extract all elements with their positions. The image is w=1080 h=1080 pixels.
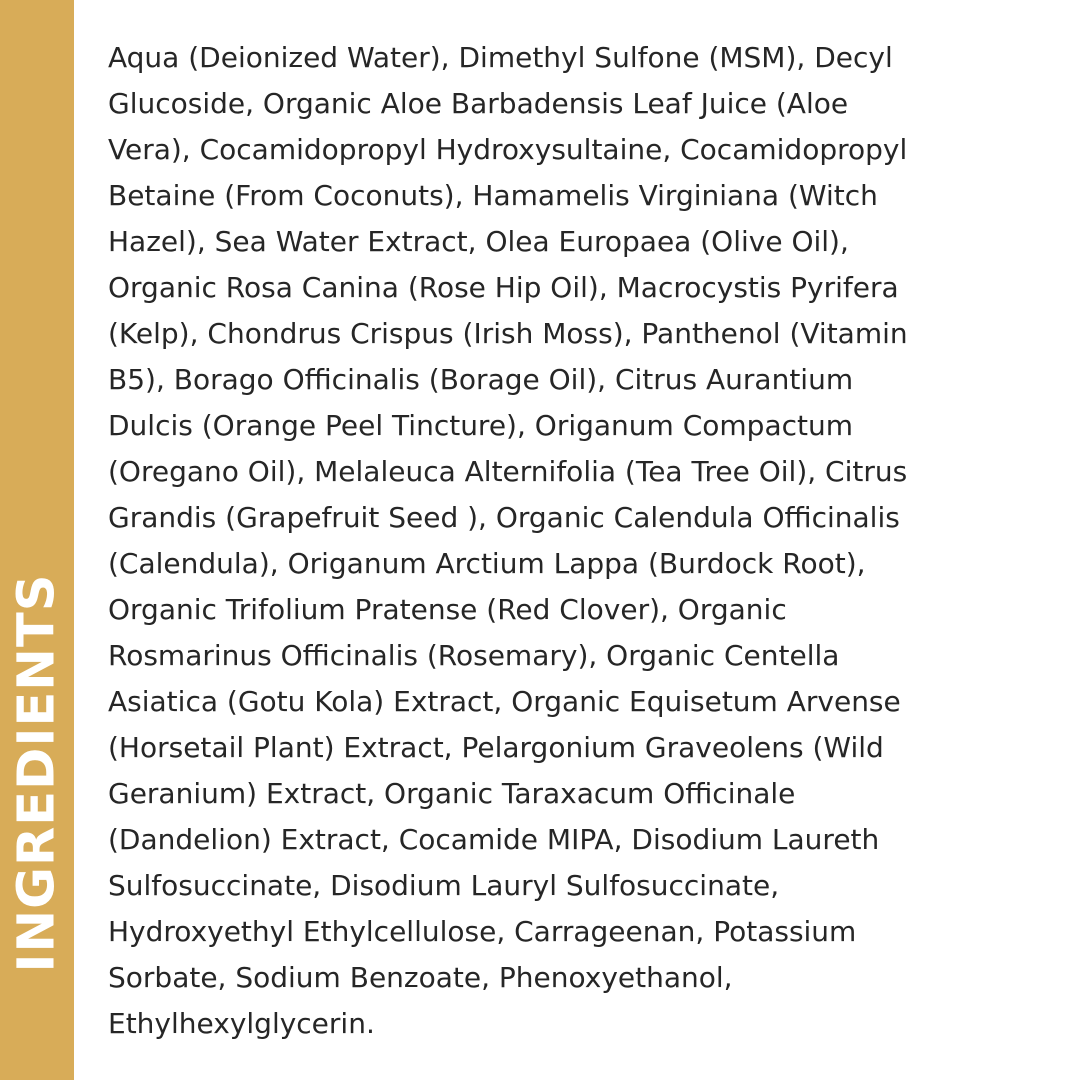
ingredients-line-10: (Oregano Oil), Melaleuca Alternifolia (Tea Tree Oil), Citrus (108, 455, 908, 488)
ingredients-line-21: Sorbate, Sodium Benzoate, Phenoxyethanol, (108, 961, 733, 994)
ingredients-line-20: Hydroxyethyl Ethylcellulose, Carrageenan, Potassium (108, 915, 857, 948)
ingredients-line-14: Rosmarinus Officinalis (Rosemary), Organic Centella (108, 639, 840, 672)
side-title: INGREDIENTS (7, 573, 67, 973)
ingredients-line-2: Glucoside, Organic Aloe Barbadensis Leaf Juice (Aloe (108, 87, 849, 120)
ingredients-line-16: (Horsetail Plant) Extract, Pelargonium Graveolens (Wild (108, 731, 884, 764)
ingredients-line-17: Geranium) Extract, Organic Taraxacum Officinale (108, 777, 796, 810)
ingredients-line-18: (Dandelion) Extract, Cocamide MIPA, Disodium Laureth (108, 823, 880, 856)
ingredients-line-5: Hazel), Sea Water Extract, Olea Europaea (Olive Oil), (108, 225, 849, 258)
ingredients-line-13: Organic Trifolium Pratense (Red Clover), Organic (108, 593, 787, 626)
side-band (0, 0, 74, 1080)
ingredients-line-8: B5), Borago Officinalis (Borage Oil), Citrus Aurantium (108, 363, 854, 396)
ingredients-line-12: (Calendula), Origanum Arctium Lappa (Burdock Root), (108, 547, 866, 580)
ingredients-line-15: Asiatica (Gotu Kola) Extract, Organic Equisetum Arvense (108, 685, 901, 718)
ingredients-line-6: Organic Rosa Canina (Rose Hip Oil), Macrocystis Pyrifera (108, 271, 899, 304)
ingredients-line-1: Aqua (Deionized Water), Dimethyl Sulfone (MSM), Decyl (108, 41, 893, 74)
ingredients-line-19: Sulfosuccinate, Disodium Lauryl Sulfosuccinate, (108, 869, 780, 902)
ingredients-line-11: Grandis (Grapefruit Seed ), Organic Calendula Officinalis (108, 501, 900, 534)
ingredients-line-7: (Kelp), Chondrus Crispus (Irish Moss), Panthenol (Vitamin (108, 317, 908, 350)
ingredients-line-3: Vera), Cocamidopropyl Hydroxysultaine, Cocamidopropyl (108, 133, 908, 166)
ingredients-line-22: Ethylhexylglycerin. (108, 1007, 375, 1040)
ingredients-body (108, 35, 1008, 1047)
ingredients-line-9: Dulcis (Orange Peel Tincture), Origanum Compactum (108, 409, 853, 442)
ingredients-line-4: Betaine (From Coconuts), Hamamelis Virginiana (Witch (108, 179, 878, 212)
